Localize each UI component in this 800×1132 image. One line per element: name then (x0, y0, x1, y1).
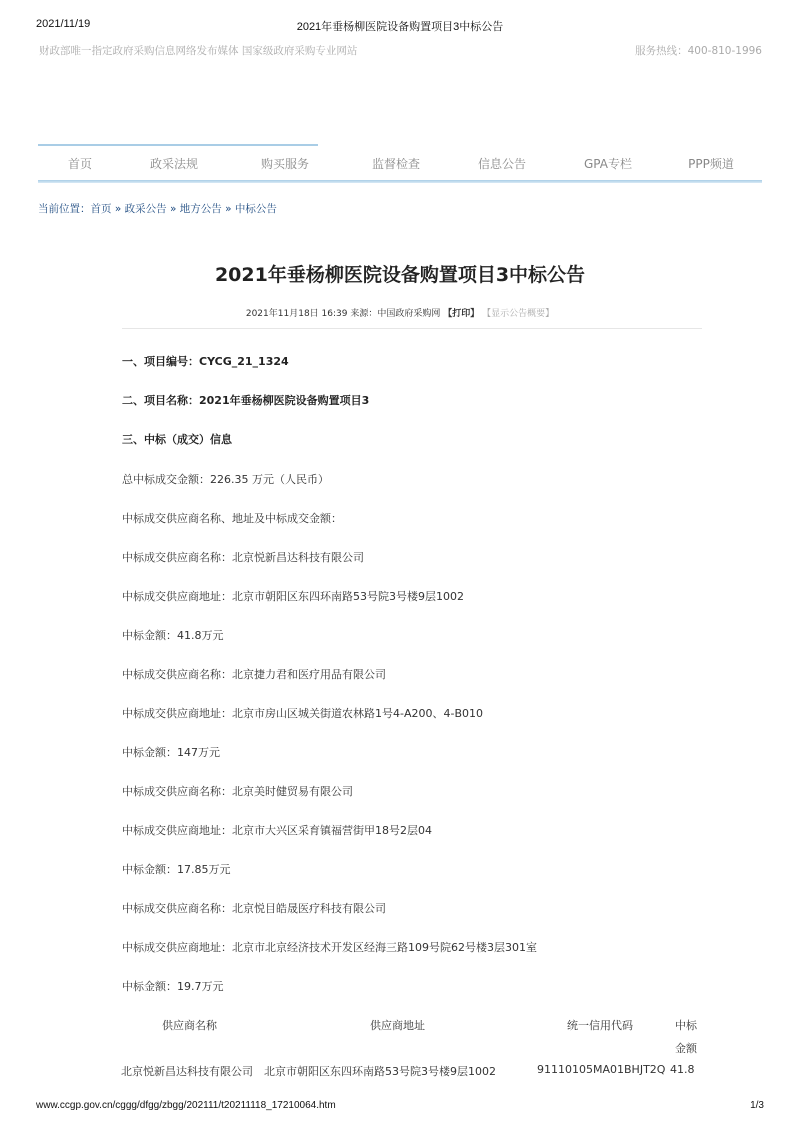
table-header-award-amount-line2: 金额 (675, 1042, 697, 1055)
nav-item-home[interactable]: 首页 (67, 156, 92, 171)
supplier-name: 中标成交供应商名称：北京悦新昌达科技有限公司 (122, 551, 364, 564)
table-header-award-amount-line1: 中标 (675, 1019, 697, 1032)
publish-datetime: 2021年11月18日 16:39 (245, 309, 348, 319)
table-cell-credit-code: 91110105MA01BHJT2Q (537, 1063, 666, 1076)
supplier-address: 中标成交供应商地址：北京市北京经济技术开发区经海三路109号院62号楼3层301室 (122, 941, 537, 954)
supplier-address: 中标成交供应商地址：北京市房山区城关街道农林路1号4-A200、4-B010 (122, 707, 483, 720)
breadcrumb-local[interactable]: 地方公告 (179, 203, 222, 215)
breadcrumb (38, 201, 277, 216)
project-number: 一、项目编号：CYCG_21_1324 (122, 355, 289, 368)
nav-item-gpa[interactable]: GPA专栏 (584, 156, 632, 171)
nav-item-regulations[interactable]: 政采法规 (149, 156, 198, 171)
site-slogan: 财政部唯一指定政府采购信息网络发布媒体 国家级政府采购专业网站 (39, 45, 358, 57)
nav-item-ppp[interactable]: PPP频道 (688, 156, 734, 171)
supplier-address: 中标成交供应商地址：北京市大兴区采育镇福营街甲18号2层04 (122, 824, 432, 837)
service-hotline: 服务热线：400-810-1996 (635, 45, 762, 57)
table-cell-supplier-name: 北京悦新昌达科技有限公司 (121, 1065, 253, 1078)
print-date: 2021/11/19 (36, 18, 91, 30)
show-summary-link[interactable]: 【显示公告概要】 (482, 309, 555, 319)
award-info-heading: 三、中标（成交）信息 (122, 433, 232, 446)
table-header-credit-code: 统一信用代码 (567, 1019, 633, 1032)
supplier-name: 中标成交供应商名称：北京捷力君和医疗用品有限公司 (122, 668, 386, 681)
award-amount: 中标金额：19.7万元 (122, 980, 224, 993)
print-header (0, 18, 800, 34)
award-amount: 中标金额：17.85万元 (122, 863, 231, 876)
project-name: 二、项目名称：2021年垂杨柳医院设备购置项目3 (122, 394, 370, 407)
article-title: 2021年垂杨柳医院设备购置项目3中标公告 (214, 264, 586, 286)
main-nav (38, 146, 762, 182)
table-cell-award-amount: 41.8 (670, 1063, 695, 1076)
breadcrumb-separator: » (225, 203, 232, 215)
supplier-name: 中标成交供应商名称：北京美时健贸易有限公司 (122, 785, 353, 798)
nav-bottom-border (38, 180, 762, 183)
breadcrumb-prefix: 当前位置： (38, 203, 91, 215)
article-meta (0, 306, 800, 319)
award-amount: 中标金额：41.8万元 (122, 629, 224, 642)
supplier-address: 中标成交供应商地址：北京市朝阳区东四环南路53号院3号楼9层1002 (122, 590, 464, 603)
nav-item-purchase-services[interactable]: 购买服务 (260, 156, 309, 171)
article-source: 来源：中国政府采购网 (350, 309, 441, 319)
supplier-list-intro: 中标成交供应商名称、地址及中标成交金额： (122, 512, 342, 525)
breadcrumb-separator: » (169, 203, 177, 215)
nav-item-supervision[interactable]: 监督检查 (371, 156, 420, 171)
print-link[interactable]: 【打印】 (443, 309, 480, 319)
nav-item-announcements[interactable]: 信息公告 (477, 156, 526, 171)
supplier-table (0, 1017, 800, 1079)
breadcrumb-award[interactable]: 中标公告 (234, 203, 277, 215)
breadcrumb-announcements[interactable]: 政采公告 (124, 203, 167, 215)
print-title: 2021年垂杨柳医院设备购置项目3中标公告 (296, 21, 504, 33)
supplier-name: 中标成交供应商名称：北京悦目皓晟医疗科技有限公司 (122, 902, 386, 915)
breadcrumb-separator: » (114, 203, 122, 215)
award-amount: 中标金额：147万元 (122, 746, 220, 759)
page-url: www.ccgp.gov.cn/cggg/dfgg/zbgg/202111/t20211118_17210064.htm (36, 1100, 336, 1111)
table-header-supplier-address: 供应商地址 (370, 1019, 425, 1032)
title-divider (122, 328, 702, 329)
breadcrumb-home[interactable]: 首页 (90, 203, 112, 215)
total-amount: 总中标成交金额：226.35 万元（人民币） (122, 473, 329, 486)
table-header-supplier-name: 供应商名称 (162, 1019, 217, 1032)
table-cell-supplier-address: 北京市朝阳区东四环南路53号院3号楼9层1002 (264, 1065, 496, 1078)
page-number: 1/3 (750, 1100, 764, 1111)
